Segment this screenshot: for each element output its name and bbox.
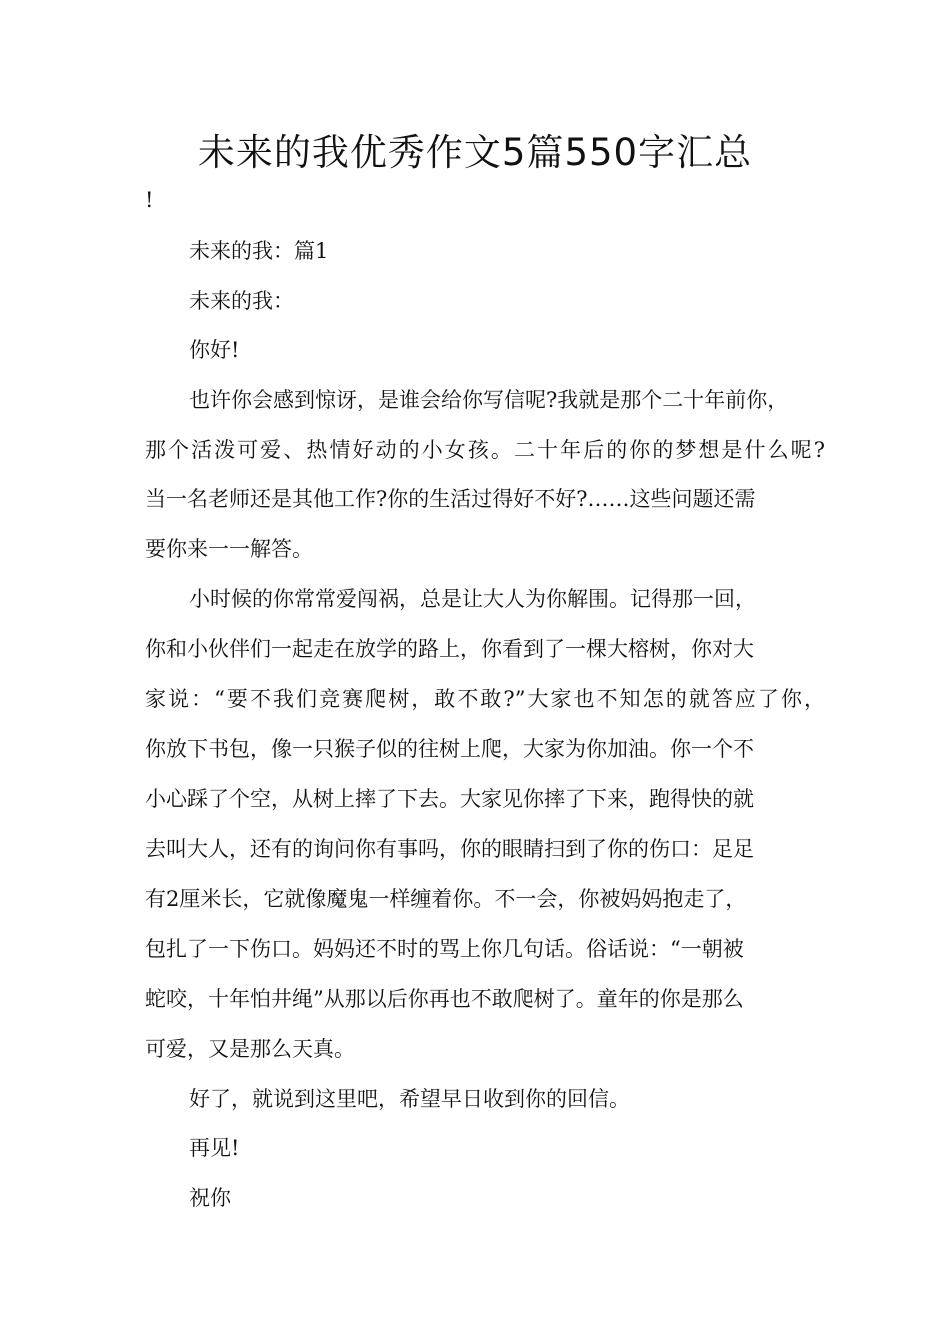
text-line-12: 你放下书包，像一只猴子似的往树上爬，大家为你加油。你一个不 [145,737,754,761]
text-line-8: 要你来一一解答。 [145,537,313,561]
text-line-3: 未来的我： [189,289,294,313]
text-line-21: 祝你 [189,1186,231,1210]
text-line-6: 那个活泼可爱、热情好动的小女孩。二十年后的你的梦想是什么呢? [145,438,825,462]
text-line-13: 小心踩了个空，从树上摔了下去。大家见你摔了下来，跑得快的就 [145,787,754,811]
text-line-10: 你和小伙伴们一起走在放学的路上，你看到了一棵大榕树，你对大 [145,637,754,661]
text-line-16: 包扎了一下伤口。妈妈还不时的骂上你几句话。俗话说：“一朝被 [145,937,744,961]
text-line-7: 当一名老师还是其他工作?你的生活过得好不好?……这些问题还需 [145,487,756,511]
text-line-1: ! [145,188,154,212]
text-line-5: 也许你会感到惊讶，是谁会给你写信呢?我就是那个二十年前你， [189,388,789,412]
text-line-9: 小时候的你常常爱闯祸，总是让大人为你解围。记得那一回， [189,587,756,611]
text-line-20: 再见! [189,1136,240,1160]
text-line-2: 未来的我：篇1 [189,239,329,263]
text-line-17: 蛇咬，十年怕井绳”从那以后你再也不敢爬树了。童年的你是那么 [145,987,744,1011]
text-line-14: 去叫大人，还有的询问你有事吗，你的眼睛扫到了你的伤口：足足 [145,837,754,861]
text-line-15: 有2厘米长，它就像魔鬼一样缠着你。不一会，你被妈妈抱走了， [145,887,747,911]
text-line-11: 家说：“要不我们竞赛爬树，敢不敢?”大家也不知怎的就答应了你， [145,687,825,711]
document-title: 未来的我优秀作文5篇550字汇总 [197,131,753,174]
text-line-18: 可爱，又是那么天真。 [145,1037,355,1061]
text-line-19: 好了，就说到这里吧，希望早日收到你的回信。 [189,1087,630,1111]
text-line-4: 你好! [189,338,240,362]
